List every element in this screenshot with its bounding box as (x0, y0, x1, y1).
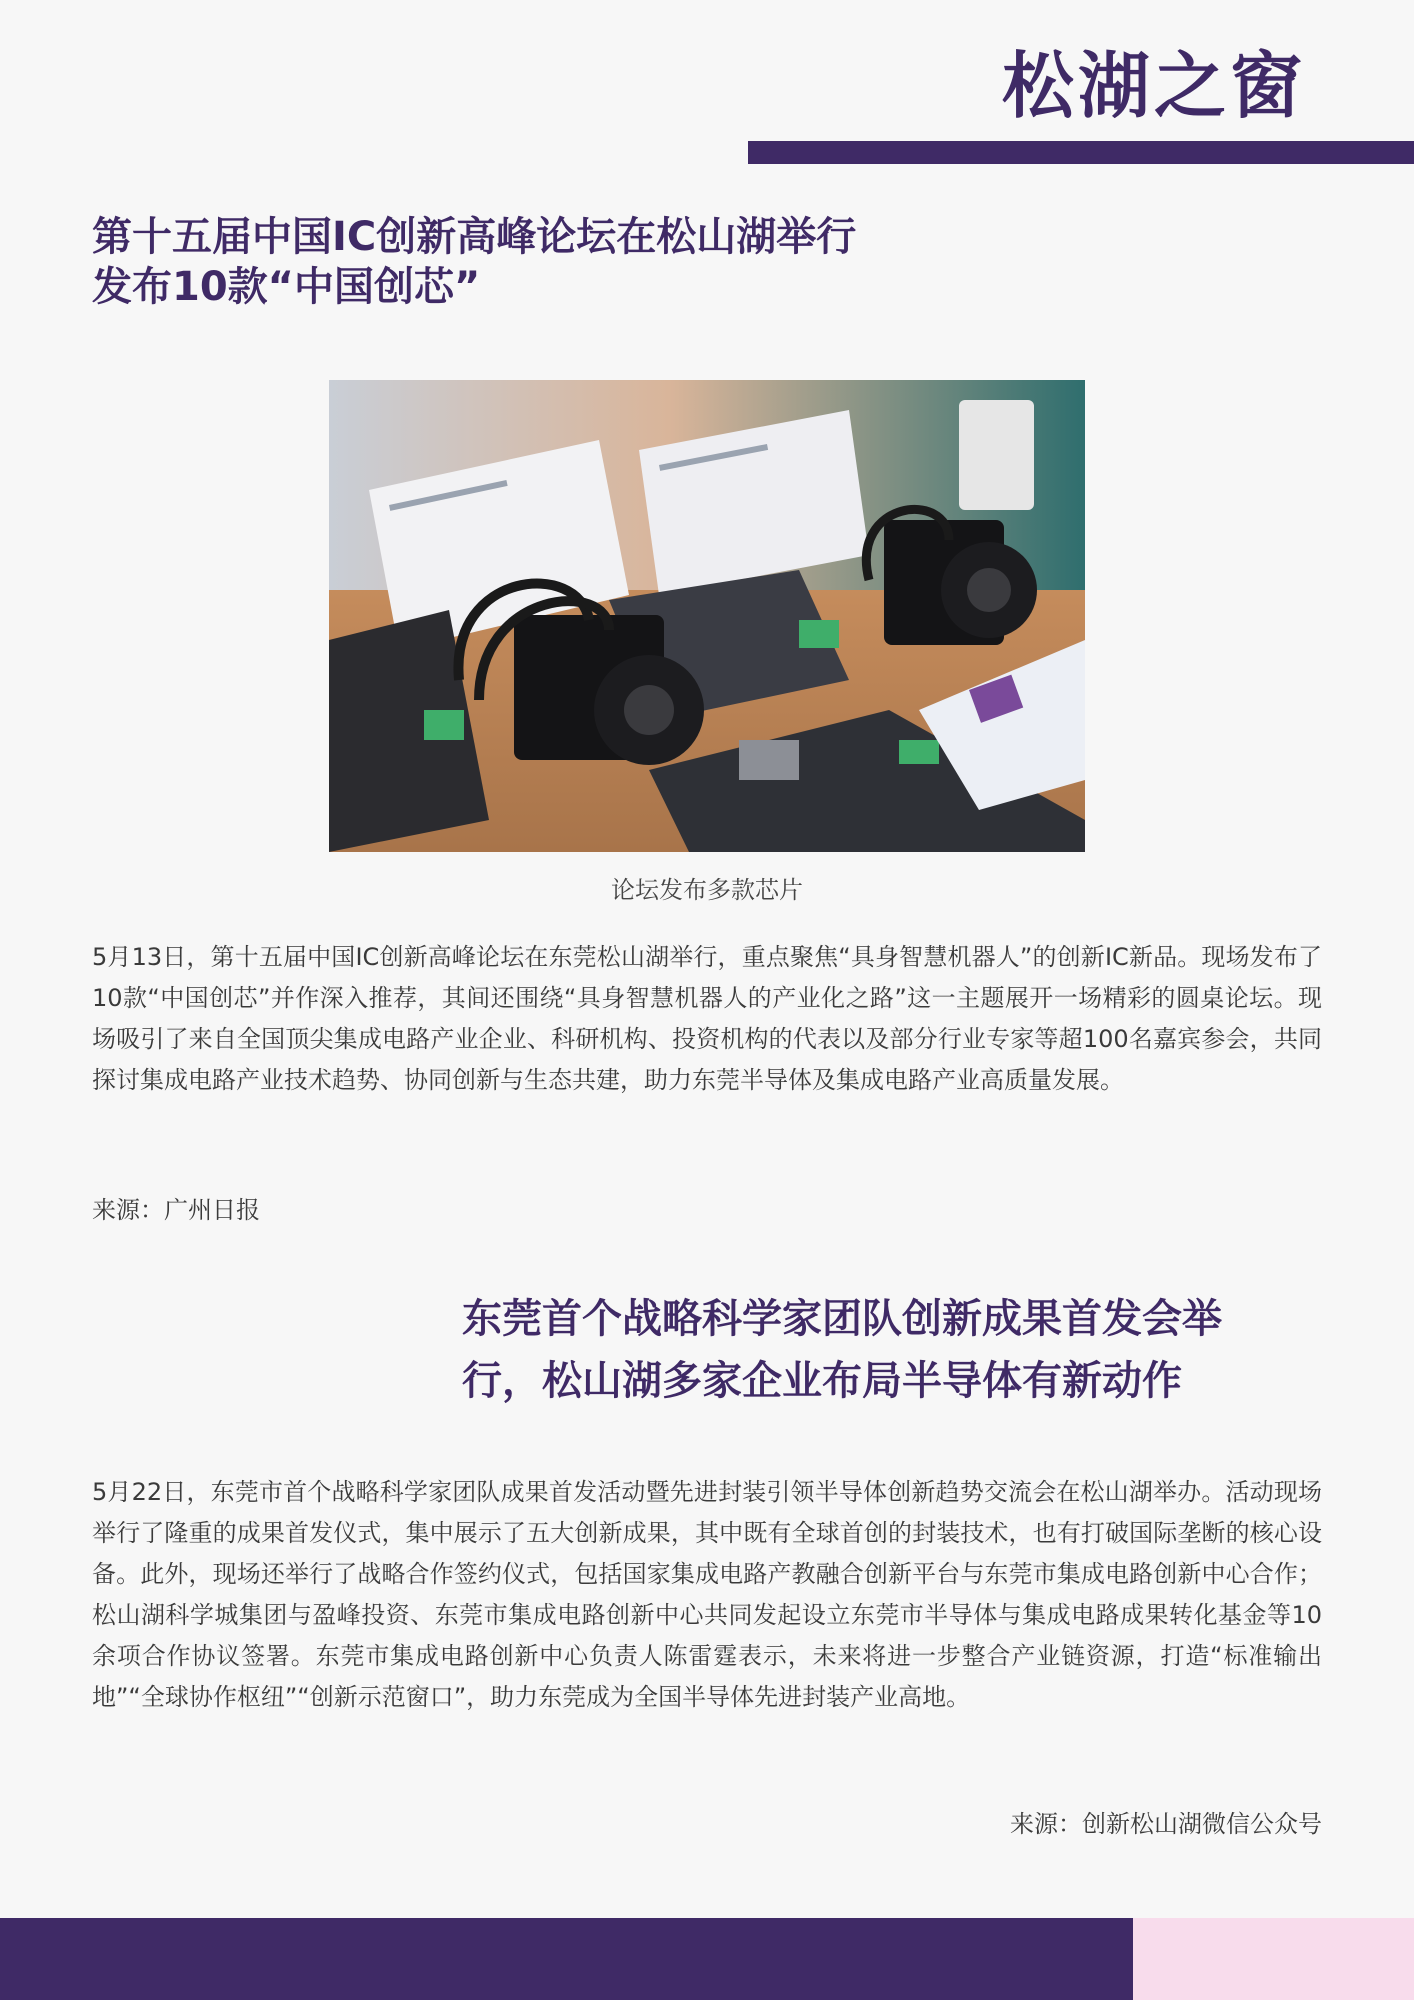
article2-body: 5月22日，东莞市首个战略科学家团队成果首发活动暨先进封装引领半导体创新趋势交流会在松山湖举办。活动现场举行了隆重的成果首发仪式，集中展示了五大创新成果，其中既有全球首创的封装技术，也有打破国际垄断的核心设备。此外，现场还举行了战略合作签约仪式，包括国家集成电路产教融合创新平台与东莞市集成电路创新中心合作；松山湖科学城集团与盈峰投资、东莞市集成电路创新中心共同发起设立东莞市半导体与集成电路成果转化基金等10余项合作协议签署。东莞市集成电路创新中心负责人陈雷霆表示，未来将进一步整合产业链资源，打造“标准输出地”“全球协作枢纽”“创新示范窗口”，助力东莞成为全国半导体先进封装产业高地。 (92, 1478, 1322, 1711)
article2-source: 来源：创新松山湖微信公众号 (1010, 1810, 1322, 1838)
article1-image-caption: 论坛发布多款芯片 (611, 876, 803, 904)
article1-title-line1: 第十五届中国IC创新高峰论坛在松山湖举行 (92, 214, 857, 260)
article1-body: 5月13日，第十五届中国IC创新高峰论坛在东莞松山湖举行，重点聚焦“具身智慧机器人”的创新IC新品。现场发布了10款“中国创芯”并作深入推荐，其间还围绕“具身智慧机器人的产业化之路”这一主题展开一场精彩的圆桌论坛。现场吸引了来自全国顶尖集成电路产业企业、科研机构、投资机构的代表以及部分行业专家等超100名嘉宾参会，共同探讨集成电路产业技术趋势、协同创新与生态共建，助力东莞半导体及集成电路产业高质量发展。 (92, 943, 1322, 1094)
masthead-divider-bar (748, 141, 1414, 164)
article2-title (462, 1288, 1322, 1412)
article1-photo (329, 380, 1085, 852)
article2-title-line2: 行，松山湖多家企业布局半导体有新动作 (462, 1358, 1182, 1404)
article1-source: 来源：广州日报 (92, 1196, 260, 1224)
footer-purple-bar (0, 1918, 1133, 2000)
article1-title-line2: 发布10款“中国创芯” (92, 264, 481, 310)
masthead-title: 松湖之窗 (1001, 44, 1306, 128)
article2-title-line1: 东莞首个战略科学家团队创新成果首发会举 (462, 1296, 1222, 1342)
article1-title (92, 212, 1092, 312)
footer-pink-block (1133, 1918, 1414, 2000)
